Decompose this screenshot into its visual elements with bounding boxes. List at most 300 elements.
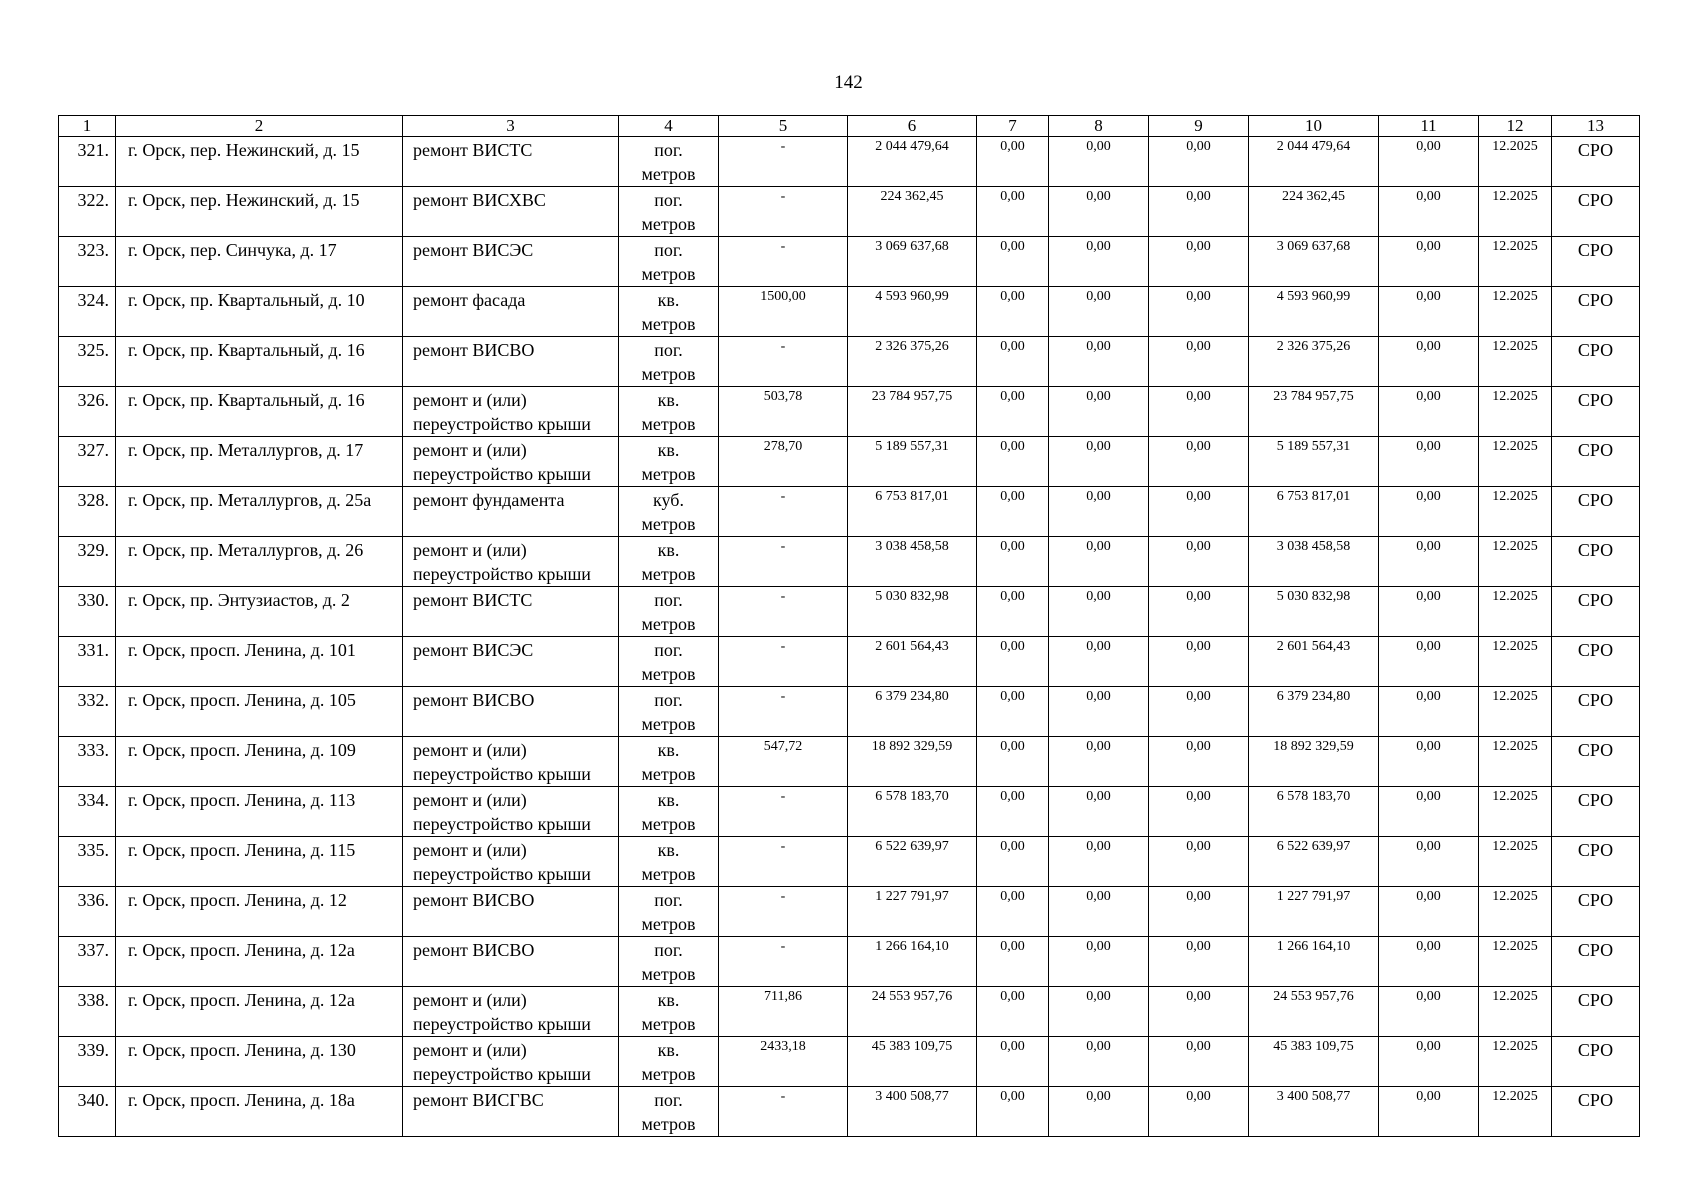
fund-cell: 0,00 bbox=[977, 137, 1049, 187]
total-cost-cell: 6 578 183,70 bbox=[848, 787, 977, 837]
row-number: 321. bbox=[59, 137, 116, 187]
unit-cell bbox=[619, 487, 719, 537]
work-type-cell: ремонт ВИСГВС bbox=[403, 1087, 619, 1137]
row-number: 333. bbox=[59, 737, 116, 787]
fund-cell: 0,00 bbox=[977, 537, 1049, 587]
deadline-cell: 12.2025 bbox=[1479, 1037, 1552, 1087]
deadline-cell: 12.2025 bbox=[1479, 737, 1552, 787]
work-type-cell: ремонт ВИСТС bbox=[403, 137, 619, 187]
organization-cell: СРО bbox=[1552, 487, 1640, 537]
row-number: 330. bbox=[59, 587, 116, 637]
table-row bbox=[59, 187, 1640, 237]
fund-cost-cell: 45 383 109,75 bbox=[1249, 1037, 1379, 1087]
row-number: 332. bbox=[59, 687, 116, 737]
fund-cell: 0,00 bbox=[1049, 1037, 1149, 1087]
fund-cell: 0,00 bbox=[1149, 887, 1249, 937]
unit-label: метров bbox=[641, 964, 696, 984]
quantity-cell: 547,72 bbox=[719, 737, 848, 787]
fund-cell: 0,00 bbox=[977, 287, 1049, 337]
address-cell: г. Орск, просп. Ленина, д. 12а bbox=[116, 987, 403, 1037]
fund-cell: 0,00 bbox=[1049, 487, 1149, 537]
address-cell: г. Орск, пер. Синчука, д. 17 bbox=[116, 237, 403, 287]
table-row bbox=[59, 237, 1640, 287]
row-number: 323. bbox=[59, 237, 116, 287]
deadline-cell: 12.2025 bbox=[1479, 587, 1552, 637]
unit-prefix: пог. bbox=[654, 940, 683, 960]
fund-cell: 0,00 bbox=[1149, 637, 1249, 687]
fund-cell: 0,00 bbox=[1049, 387, 1149, 437]
fund-cell: 0,00 bbox=[977, 937, 1049, 987]
work-type-cell: ремонт ВИСХВС bbox=[403, 187, 619, 237]
deadline-cell: 12.2025 bbox=[1479, 787, 1552, 837]
unit-prefix: пог. bbox=[654, 1090, 683, 1110]
quantity-cell: - bbox=[719, 1087, 848, 1137]
fund-cost-cell: 24 553 957,76 bbox=[1249, 987, 1379, 1037]
unit-prefix: пог. bbox=[654, 190, 683, 210]
deadline-cell: 12.2025 bbox=[1479, 937, 1552, 987]
address-cell: г. Орск, пр. Металлургов, д. 25а bbox=[116, 487, 403, 537]
column-number: 3 bbox=[403, 116, 619, 137]
repair-schedule-table bbox=[58, 115, 1640, 1137]
column-number: 7 bbox=[977, 116, 1049, 137]
deadline-cell: 12.2025 bbox=[1479, 487, 1552, 537]
work-type-cell: ремонт ВИСВО bbox=[403, 687, 619, 737]
total-cost-cell: 1 266 164,10 bbox=[848, 937, 977, 987]
fund-cell: 0,00 bbox=[1149, 537, 1249, 587]
unit-cell bbox=[619, 637, 719, 687]
quantity-cell: - bbox=[719, 937, 848, 987]
total-cost-cell: 3 038 458,58 bbox=[848, 537, 977, 587]
work-type-cell: ремонт ВИСЭС bbox=[403, 637, 619, 687]
quantity-cell: 278,70 bbox=[719, 437, 848, 487]
fund-cell: 0,00 bbox=[1379, 687, 1479, 737]
organization-cell: СРО bbox=[1552, 287, 1640, 337]
work-type-cell: ремонт ВИСЭС bbox=[403, 237, 619, 287]
table-row bbox=[59, 837, 1640, 887]
fund-cell: 0,00 bbox=[977, 787, 1049, 837]
quantity-cell: - bbox=[719, 237, 848, 287]
row-number: 324. bbox=[59, 287, 116, 337]
table-row bbox=[59, 1037, 1640, 1087]
fund-cell: 0,00 bbox=[1149, 837, 1249, 887]
fund-cell: 0,00 bbox=[977, 437, 1049, 487]
unit-label: метров bbox=[641, 664, 696, 684]
unit-label: метров bbox=[641, 1114, 696, 1134]
unit-prefix: кв. bbox=[657, 990, 680, 1010]
fund-cell: 0,00 bbox=[1049, 587, 1149, 637]
organization-cell: СРО bbox=[1552, 1037, 1640, 1087]
fund-cell: 0,00 bbox=[1049, 737, 1149, 787]
unit-cell bbox=[619, 237, 719, 287]
fund-cell: 0,00 bbox=[977, 387, 1049, 437]
deadline-cell: 12.2025 bbox=[1479, 837, 1552, 887]
total-cost-cell: 5 189 557,31 bbox=[848, 437, 977, 487]
table-row bbox=[59, 1087, 1640, 1137]
unit-cell bbox=[619, 337, 719, 387]
address-cell: г. Орск, просп. Ленина, д. 12а bbox=[116, 937, 403, 987]
work-type-cell: ремонт и (или) переустройство крыши bbox=[403, 537, 619, 587]
total-cost-cell: 23 784 957,75 bbox=[848, 387, 977, 437]
unit-prefix: кв. bbox=[657, 290, 680, 310]
fund-cell: 0,00 bbox=[1149, 287, 1249, 337]
total-cost-cell: 45 383 109,75 bbox=[848, 1037, 977, 1087]
fund-cell: 0,00 bbox=[977, 1037, 1049, 1087]
row-number: 339. bbox=[59, 1037, 116, 1087]
fund-cell: 0,00 bbox=[1049, 937, 1149, 987]
unit-cell bbox=[619, 937, 719, 987]
fund-cell: 0,00 bbox=[977, 587, 1049, 637]
quantity-cell: - bbox=[719, 587, 848, 637]
deadline-cell: 12.2025 bbox=[1479, 387, 1552, 437]
unit-cell bbox=[619, 787, 719, 837]
unit-cell bbox=[619, 437, 719, 487]
fund-cell: 0,00 bbox=[1049, 687, 1149, 737]
unit-cell bbox=[619, 837, 719, 887]
organization-cell: СРО bbox=[1552, 137, 1640, 187]
unit-prefix: кв. bbox=[657, 1040, 680, 1060]
organization-cell: СРО bbox=[1552, 1087, 1640, 1137]
work-type-cell: ремонт и (или) переустройство крыши bbox=[403, 437, 619, 487]
unit-label: метров bbox=[641, 214, 696, 234]
work-type-cell: ремонт ВИСВО bbox=[403, 337, 619, 387]
unit-prefix: пог. bbox=[654, 890, 683, 910]
fund-cell: 0,00 bbox=[1049, 137, 1149, 187]
row-number: 340. bbox=[59, 1087, 116, 1137]
fund-cell: 0,00 bbox=[1049, 887, 1149, 937]
work-type-cell: ремонт и (или) переустройство крыши bbox=[403, 387, 619, 437]
fund-cell: 0,00 bbox=[1049, 537, 1149, 587]
fund-cell: 0,00 bbox=[977, 637, 1049, 687]
table-row bbox=[59, 437, 1640, 487]
table-row bbox=[59, 637, 1640, 687]
fund-cell: 0,00 bbox=[977, 337, 1049, 387]
work-type-cell: ремонт ВИСВО bbox=[403, 937, 619, 987]
unit-prefix: пог. bbox=[654, 590, 683, 610]
fund-cell: 0,00 bbox=[1049, 287, 1149, 337]
page-number: 142 bbox=[834, 72, 863, 93]
quantity-cell: 2433,18 bbox=[719, 1037, 848, 1087]
unit-cell bbox=[619, 737, 719, 787]
fund-cell: 0,00 bbox=[1049, 787, 1149, 837]
unit-cell bbox=[619, 1037, 719, 1087]
quantity-cell: - bbox=[719, 337, 848, 387]
fund-cell: 0,00 bbox=[977, 237, 1049, 287]
fund-cell: 0,00 bbox=[977, 487, 1049, 537]
work-type-cell: ремонт ВИСТС bbox=[403, 587, 619, 637]
row-number: 336. bbox=[59, 887, 116, 937]
fund-cell: 0,00 bbox=[1379, 887, 1479, 937]
unit-prefix: кв. bbox=[657, 840, 680, 860]
address-cell: г. Орск, просп. Ленина, д. 113 bbox=[116, 787, 403, 837]
unit-prefix: кв. bbox=[657, 740, 680, 760]
fund-cell: 0,00 bbox=[1149, 737, 1249, 787]
fund-cell: 0,00 bbox=[977, 837, 1049, 887]
fund-cell: 0,00 bbox=[1049, 987, 1149, 1037]
unit-prefix: куб. bbox=[653, 490, 684, 510]
unit-cell bbox=[619, 137, 719, 187]
fund-cell: 0,00 bbox=[1379, 437, 1479, 487]
table-row bbox=[59, 737, 1640, 787]
fund-cell: 0,00 bbox=[1049, 437, 1149, 487]
table-row bbox=[59, 487, 1640, 537]
fund-cost-cell: 1 266 164,10 bbox=[1249, 937, 1379, 987]
organization-cell: СРО bbox=[1552, 187, 1640, 237]
unit-cell bbox=[619, 187, 719, 237]
table-row bbox=[59, 987, 1640, 1037]
fund-cell: 0,00 bbox=[1049, 237, 1149, 287]
table-row bbox=[59, 337, 1640, 387]
row-number: 326. bbox=[59, 387, 116, 437]
fund-cell: 0,00 bbox=[1149, 1087, 1249, 1137]
fund-cell: 0,00 bbox=[1379, 487, 1479, 537]
fund-cost-cell: 6 522 639,97 bbox=[1249, 837, 1379, 887]
unit-cell bbox=[619, 1087, 719, 1137]
table-row bbox=[59, 587, 1640, 637]
row-number: 331. bbox=[59, 637, 116, 687]
fund-cell: 0,00 bbox=[1379, 737, 1479, 787]
address-cell: г. Орск, пер. Нежинский, д. 15 bbox=[116, 137, 403, 187]
organization-cell: СРО bbox=[1552, 737, 1640, 787]
table-row bbox=[59, 287, 1640, 337]
quantity-cell: - bbox=[719, 837, 848, 887]
address-cell: г. Орск, просп. Ленина, д. 101 bbox=[116, 637, 403, 687]
unit-label: метров bbox=[641, 1064, 696, 1084]
address-cell: г. Орск, просп. Ленина, д. 12 bbox=[116, 887, 403, 937]
fund-cell: 0,00 bbox=[1149, 187, 1249, 237]
fund-cost-cell: 3 400 508,77 bbox=[1249, 1087, 1379, 1137]
fund-cell: 0,00 bbox=[1149, 387, 1249, 437]
organization-cell: СРО bbox=[1552, 237, 1640, 287]
row-number: 327. bbox=[59, 437, 116, 487]
table-row bbox=[59, 937, 1640, 987]
fund-cell: 0,00 bbox=[1049, 337, 1149, 387]
quantity-cell: 1500,00 bbox=[719, 287, 848, 337]
organization-cell: СРО bbox=[1552, 637, 1640, 687]
table-row bbox=[59, 887, 1640, 937]
work-type-cell: ремонт фундамента bbox=[403, 487, 619, 537]
row-number: 335. bbox=[59, 837, 116, 887]
work-type-cell: ремонт ВИСВО bbox=[403, 887, 619, 937]
total-cost-cell: 6 522 639,97 bbox=[848, 837, 977, 887]
unit-label: метров bbox=[641, 614, 696, 634]
address-cell: г. Орск, пр. Энтузиастов, д. 2 bbox=[116, 587, 403, 637]
unit-cell bbox=[619, 287, 719, 337]
fund-cell: 0,00 bbox=[1379, 787, 1479, 837]
column-number: 9 bbox=[1149, 116, 1249, 137]
total-cost-cell: 2 601 564,43 bbox=[848, 637, 977, 687]
unit-prefix: кв. bbox=[657, 540, 680, 560]
organization-cell: СРО bbox=[1552, 337, 1640, 387]
total-cost-cell: 6 753 817,01 bbox=[848, 487, 977, 537]
row-number: 338. bbox=[59, 987, 116, 1037]
unit-label: метров bbox=[641, 364, 696, 384]
unit-label: метров bbox=[641, 814, 696, 834]
fund-cell: 0,00 bbox=[1379, 1087, 1479, 1137]
fund-cost-cell: 3 038 458,58 bbox=[1249, 537, 1379, 587]
fund-cell: 0,00 bbox=[1149, 487, 1249, 537]
quantity-cell: - bbox=[719, 637, 848, 687]
unit-label: метров bbox=[641, 414, 696, 434]
fund-cell: 0,00 bbox=[1379, 637, 1479, 687]
fund-cell: 0,00 bbox=[1149, 937, 1249, 987]
organization-cell: СРО bbox=[1552, 987, 1640, 1037]
fund-cell: 0,00 bbox=[1379, 237, 1479, 287]
total-cost-cell: 24 553 957,76 bbox=[848, 987, 977, 1037]
organization-cell: СРО bbox=[1552, 837, 1640, 887]
unit-label: метров bbox=[641, 564, 696, 584]
deadline-cell: 12.2025 bbox=[1479, 337, 1552, 387]
fund-cost-cell: 4 593 960,99 bbox=[1249, 287, 1379, 337]
fund-cell: 0,00 bbox=[1379, 337, 1479, 387]
organization-cell: СРО bbox=[1552, 437, 1640, 487]
fund-cell: 0,00 bbox=[1379, 287, 1479, 337]
total-cost-cell: 2 326 375,26 bbox=[848, 337, 977, 387]
total-cost-cell: 3 400 508,77 bbox=[848, 1087, 977, 1137]
quantity-cell: - bbox=[719, 137, 848, 187]
deadline-cell: 12.2025 bbox=[1479, 637, 1552, 687]
unit-cell bbox=[619, 537, 719, 587]
deadline-cell: 12.2025 bbox=[1479, 137, 1552, 187]
deadline-cell: 12.2025 bbox=[1479, 1087, 1552, 1137]
address-cell: г. Орск, просп. Ленина, д. 130 bbox=[116, 1037, 403, 1087]
fund-cell: 0,00 bbox=[977, 687, 1049, 737]
unit-prefix: пог. bbox=[654, 690, 683, 710]
fund-cell: 0,00 bbox=[1149, 137, 1249, 187]
unit-prefix: кв. bbox=[657, 440, 680, 460]
fund-cell: 0,00 bbox=[1379, 387, 1479, 437]
deadline-cell: 12.2025 bbox=[1479, 237, 1552, 287]
column-number: 8 bbox=[1049, 116, 1149, 137]
address-cell: г. Орск, просп. Ленина, д. 109 bbox=[116, 737, 403, 787]
unit-label: метров bbox=[641, 514, 696, 534]
quantity-cell: - bbox=[719, 787, 848, 837]
fund-cell: 0,00 bbox=[1149, 787, 1249, 837]
fund-cell: 0,00 bbox=[1379, 837, 1479, 887]
quantity-cell: - bbox=[719, 687, 848, 737]
fund-cell: 0,00 bbox=[1379, 187, 1479, 237]
quantity-cell: 711,86 bbox=[719, 987, 848, 1037]
row-number: 334. bbox=[59, 787, 116, 837]
unit-label: метров bbox=[641, 714, 696, 734]
quantity-cell: - bbox=[719, 487, 848, 537]
fund-cell: 0,00 bbox=[1049, 1087, 1149, 1137]
deadline-cell: 12.2025 bbox=[1479, 887, 1552, 937]
total-cost-cell: 2 044 479,64 bbox=[848, 137, 977, 187]
unit-prefix: кв. bbox=[657, 790, 680, 810]
fund-cell: 0,00 bbox=[1049, 637, 1149, 687]
table-row bbox=[59, 137, 1640, 187]
work-type-cell: ремонт и (или) переустройство крыши bbox=[403, 987, 619, 1037]
fund-cell: 0,00 bbox=[1149, 437, 1249, 487]
work-type-cell: ремонт и (или) переустройство крыши bbox=[403, 1037, 619, 1087]
address-cell: г. Орск, пр. Металлургов, д. 17 bbox=[116, 437, 403, 487]
fund-cost-cell: 6 578 183,70 bbox=[1249, 787, 1379, 837]
fund-cell: 0,00 bbox=[1379, 937, 1479, 987]
column-number-row bbox=[59, 116, 1640, 137]
fund-cost-cell: 5 189 557,31 bbox=[1249, 437, 1379, 487]
table-row bbox=[59, 537, 1640, 587]
unit-label: метров bbox=[641, 464, 696, 484]
row-number: 329. bbox=[59, 537, 116, 587]
fund-cell: 0,00 bbox=[1379, 537, 1479, 587]
total-cost-cell: 3 069 637,68 bbox=[848, 237, 977, 287]
fund-cost-cell: 224 362,45 bbox=[1249, 187, 1379, 237]
column-number: 10 bbox=[1249, 116, 1379, 137]
fund-cost-cell: 3 069 637,68 bbox=[1249, 237, 1379, 287]
unit-prefix: пог. bbox=[654, 640, 683, 660]
column-number: 5 bbox=[719, 116, 848, 137]
quantity-cell: - bbox=[719, 537, 848, 587]
organization-cell: СРО bbox=[1552, 787, 1640, 837]
table-row bbox=[59, 787, 1640, 837]
row-number: 322. bbox=[59, 187, 116, 237]
address-cell: г. Орск, пр. Квартальный, д. 10 bbox=[116, 287, 403, 337]
fund-cell: 0,00 bbox=[1379, 987, 1479, 1037]
column-number: 6 bbox=[848, 116, 977, 137]
column-number: 11 bbox=[1379, 116, 1479, 137]
fund-cell: 0,00 bbox=[977, 187, 1049, 237]
fund-cost-cell: 2 326 375,26 bbox=[1249, 337, 1379, 387]
unit-prefix: пог. bbox=[654, 140, 683, 160]
address-cell: г. Орск, просп. Ленина, д. 115 bbox=[116, 837, 403, 887]
organization-cell: СРО bbox=[1552, 537, 1640, 587]
unit-prefix: пог. bbox=[654, 240, 683, 260]
organization-cell: СРО bbox=[1552, 937, 1640, 987]
unit-cell bbox=[619, 887, 719, 937]
total-cost-cell: 6 379 234,80 bbox=[848, 687, 977, 737]
organization-cell: СРО bbox=[1552, 887, 1640, 937]
row-number: 325. bbox=[59, 337, 116, 387]
fund-cell: 0,00 bbox=[1149, 1037, 1249, 1087]
address-cell: г. Орск, просп. Ленина, д. 105 bbox=[116, 687, 403, 737]
unit-label: метров bbox=[641, 864, 696, 884]
work-type-cell: ремонт и (или) переустройство крыши bbox=[403, 787, 619, 837]
total-cost-cell: 18 892 329,59 bbox=[848, 737, 977, 787]
unit-prefix: пог. bbox=[654, 340, 683, 360]
fund-cell: 0,00 bbox=[1149, 587, 1249, 637]
fund-cost-cell: 23 784 957,75 bbox=[1249, 387, 1379, 437]
unit-cell bbox=[619, 387, 719, 437]
deadline-cell: 12.2025 bbox=[1479, 537, 1552, 587]
fund-cost-cell: 6 753 817,01 bbox=[1249, 487, 1379, 537]
deadline-cell: 12.2025 bbox=[1479, 187, 1552, 237]
column-number: 2 bbox=[116, 116, 403, 137]
unit-cell bbox=[619, 987, 719, 1037]
fund-cell: 0,00 bbox=[1379, 587, 1479, 637]
fund-cell: 0,00 bbox=[977, 887, 1049, 937]
fund-cell: 0,00 bbox=[977, 1087, 1049, 1137]
fund-cell: 0,00 bbox=[1049, 187, 1149, 237]
fund-cell: 0,00 bbox=[1149, 987, 1249, 1037]
fund-cell: 0,00 bbox=[1149, 687, 1249, 737]
fund-cell: 0,00 bbox=[1379, 137, 1479, 187]
unit-label: метров bbox=[641, 764, 696, 784]
row-number: 328. bbox=[59, 487, 116, 537]
deadline-cell: 12.2025 bbox=[1479, 287, 1552, 337]
fund-cost-cell: 18 892 329,59 bbox=[1249, 737, 1379, 787]
unit-label: метров bbox=[641, 164, 696, 184]
deadline-cell: 12.2025 bbox=[1479, 987, 1552, 1037]
unit-label: метров bbox=[641, 264, 696, 284]
fund-cell: 0,00 bbox=[1379, 1037, 1479, 1087]
organization-cell: СРО bbox=[1552, 687, 1640, 737]
unit-label: метров bbox=[641, 914, 696, 934]
work-type-cell: ремонт фасада bbox=[403, 287, 619, 337]
fund-cell: 0,00 bbox=[977, 737, 1049, 787]
fund-cost-cell: 6 379 234,80 bbox=[1249, 687, 1379, 737]
unit-label: метров bbox=[641, 314, 696, 334]
column-number: 13 bbox=[1552, 116, 1640, 137]
